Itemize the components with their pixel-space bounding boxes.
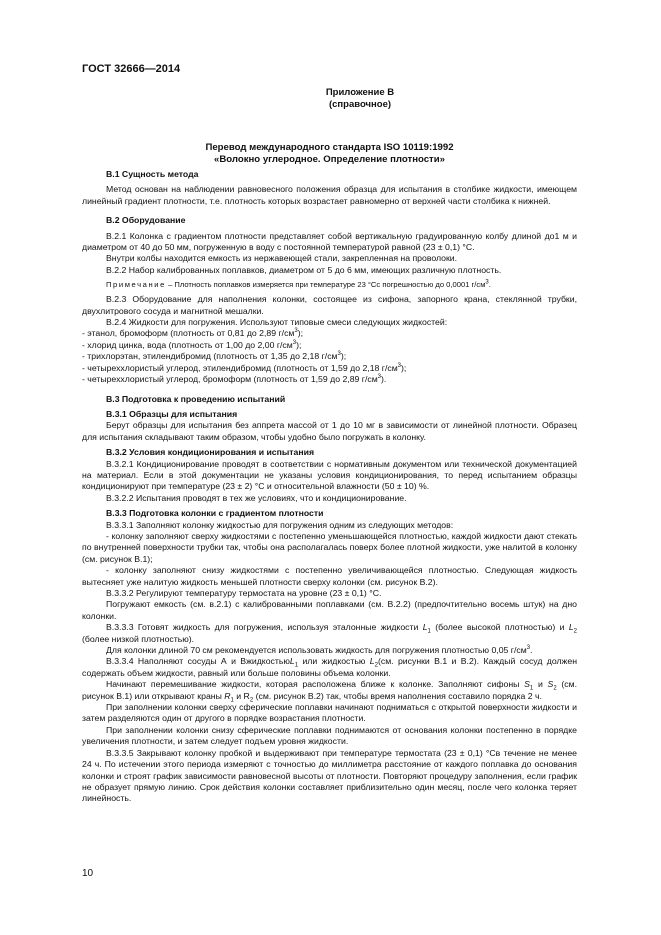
paragraph: В.2.3 Оборудование для наполнения колонки, состоящее из сифона, запорного крана, стеклянной трубки, двухлитрового сосуда и магнитной мешалки.	[82, 294, 577, 316]
paragraph: Метод основан на наблюдении равновесного положения образца для испытания в столбике жидкости, имеющем линейный градиент плотности, т.е. плотность которых возрастает равномерно от верхней части столбика к нижней.	[82, 184, 577, 206]
liquid-item: - хлорид цинка, вода (плотность от 1,00 до 2,00 $г/см^3$);	[82, 339, 302, 350]
subsection-heading: В.3.3 Подготовка колонки с градиентом плотности	[106, 508, 324, 519]
paragraph: Внутри колбы находится емкость из нержавеющей стали, закрепленная на проволоки.	[106, 253, 458, 264]
standard-header: ГОСТ 32666—2014	[82, 63, 181, 75]
section-heading: В.2 Оборудование	[106, 215, 186, 226]
subsection-heading: В.3.2 Условия кондиционирования и испытания	[106, 447, 315, 458]
note-label: Примечание	[106, 280, 166, 290]
paragraph: В.2.1 Колонка с градиентом плотности представляет собой вертикальную градуированную колбу длиной до1 м и диаметром от 40 до 50 мм, погруженную в воду с постоянной температурой равной (23 ± 0,1) °С.	[82, 230, 577, 253]
paragraph: Для колонки длиной 70 см рекомендуется использовать жидкость для погружения плотностью 0,05 $г/см^3$.	[106, 645, 533, 656]
paragraph: В.3.3.1 Заполняют колонку жидкостью для погружения одним из следующих методов:	[106, 519, 454, 530]
paragraph: В.2.4 Жидкости для погружения. Используют типовые смеси следующих жидкостей:	[106, 317, 448, 328]
appendix-subtitle: (справочное)	[328, 99, 392, 110]
paragraph: В.3.3.5 Закрывают колонку пробкой и выдерживают при температуре термостата (23 ± 0,1) °Св течение не менее 24 ч. По истечении этого периода измеряют с точностью до миллиметра расстояние от каждого поплавка до основания колонки и строят график зависимости равновесной высоты от плотности. Повторяют процедуру заполнения, если график не образует прямую линию. Срок действия колонки составляет приблизительно один месяц, после чего колонка теряет линейность.	[82, 747, 577, 804]
page-number: 10	[82, 868, 94, 879]
note: Примечание – Плотность поплавков измеряется при температуре 23 °Cс погрешностью до 0,0001 $г/см^3$.	[106, 279, 491, 290]
paragraph: В.2.2 Набор калиброванных поплавков, диаметром от 5 до 6 мм, имеющих различную плотность.	[106, 264, 502, 275]
liquid-item: - этанол, бромоформ (плотность от 0,81 до 2,89 $г/см^3$);	[82, 328, 304, 339]
paragraph: В.3.2.1 Кондиционирование проводят в соответствии с нормативным документом или технической документацией на материал. Если в этой документации не указаны условия кондиционирования, то перед испытанием образцы кондиционируют при температуре (23 ± 2) °С и относительной влажности (50 ± 10) %.	[82, 458, 577, 492]
appendix-title: Приложение В	[325, 87, 395, 98]
paragraph: В.3.3.4 Наполняют сосуды А и ВжидкостьюL$_1$ или жидкостью $L_2(см$. рисунки В.1 и В.2). Каждый сосуд должен содержать объем жидкости, равный или больше половины объема колонки.	[82, 656, 577, 678]
paragraph: В.3.3.2 Регулируют температуру термостата на уровне (23 ± 0,1) °С.	[106, 588, 382, 598]
liquid-item: - четыреххлористый углерод, бромоформ (плотность от 1,59 до 2,89 $г/см^3$).	[82, 374, 387, 385]
paragraph: В.3.3.3 Готовят жидкость для погружения, используя эталонные жидкости $L_1$ (более высокой плотностью) и $L_2$ (более низкой плотностью).	[82, 622, 577, 644]
liquid-item: - трихлорэтан, этилендибромид (плотность от 1,35 до 2,18 $г/см^3$);	[82, 351, 347, 362]
subsection-heading: В.3.1 Образцы для испытания	[106, 408, 238, 419]
section-heading: В.3 Подготовка к проведению испытаний	[106, 393, 286, 404]
paragraph: Начинают перемешивание жидкости, которая расположена ближе к колонке. Заполняют сифоны $S_1$ и $S_2$ (см. рисунок В.1) или открывают краны $R_1$ и $R_2$ (см. рисунок В.2) так, чтобы время наполнения составило порядка 2 ч.	[82, 679, 577, 704]
paragraph: В.3.2.2 Испытания проводят в тех же условиях, что и кондиционирование.	[106, 492, 407, 503]
paragraph: При заполнении колонки снизу сферические поплавки поднимаются от основания колонки постепенно в порядке увеличения плотности, и затем следует подъем уровня жидкости.	[82, 724, 577, 747]
paragraph: - колонку заполняют снизу жидкостями с постепенно увеличивающейся плотностью. Следующая жидкость вытесняет уже налитую жидкость меньшей плотности сверху колонки (см. рисунок В.2).	[82, 565, 577, 587]
paragraph: Погружают емкость (см. в.2.1) с калиброванными поплавками (см. В.2.2) (предпочтительно восемь штук) на дно колонки.	[82, 599, 577, 621]
document-body	[82, 142, 577, 805]
paragraph: Берут образцы для испытания без аппрета массой от 1 до 10 мг в зависимости от линейной плотности. Образец для испытания складывают таким образом, чтобы удобно было погружать в колонку.	[82, 420, 577, 442]
liquid-item: - четыреххлористый углерод, этилендибромид (плотность от 1,59 до 2,18 $г/см^3$);	[82, 362, 407, 373]
paragraph: При заполнении колонки сверху сферические поплавки начинают подниматься с открытой поверхности жидкости и затем разделяются один от другого в порядке возрастания плотности.	[82, 702, 577, 724]
document-title: Перевод международного стандарта ISO 10119:1992 «Волокно углеродное. Определение плотности»	[205, 142, 454, 165]
paragraph: - колонку заполняют сверху жидкостями с постепенно уменьшающейся плотностью, каждой жидкости дают стекать по внутренней поверхности трубки так, чтобы она располагалась поверх более плотной жидкости, уже налитой в колонку (см. рисунок В.1);	[82, 530, 577, 564]
section-heading: В.1 Сущность метода	[106, 169, 199, 179]
